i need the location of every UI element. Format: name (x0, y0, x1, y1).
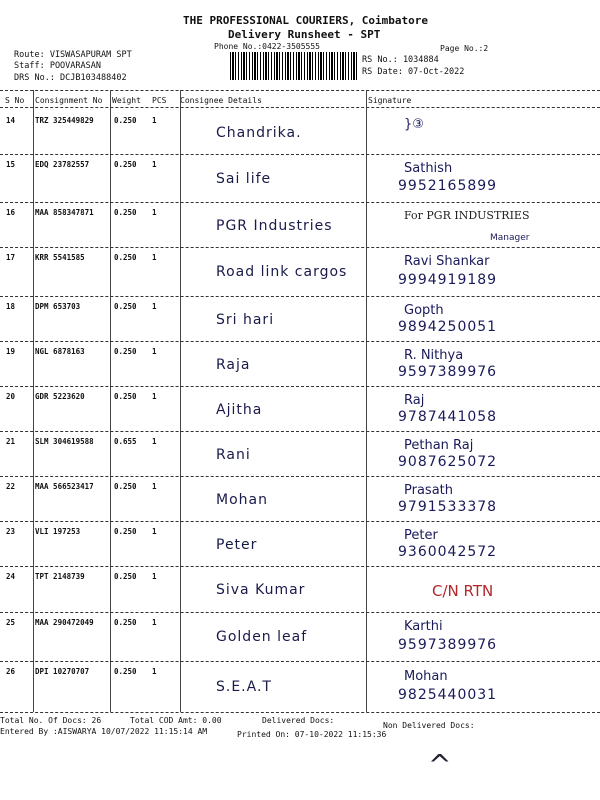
col-sno: S No (5, 96, 25, 105)
row-weight: 0.250 (114, 392, 137, 401)
row-consignment-no: KRR 5541585 (35, 253, 85, 262)
row-consignment-no: TPT 2148739 (35, 572, 85, 581)
header-top-rule (0, 90, 600, 91)
table-row (0, 110, 600, 154)
row-signature-phone: 9825440031 (398, 687, 498, 703)
row-pcs: 1 (152, 618, 157, 627)
row-signature: Ravi Shankar (404, 254, 490, 269)
row-sno: 21 (6, 437, 16, 446)
row-signature: Gopth (404, 303, 444, 318)
row-pcs: 1 (152, 347, 157, 356)
row-pcs: 1 (152, 253, 157, 262)
barcode (230, 52, 358, 80)
row-signature-phone: 9087625072 (398, 454, 498, 470)
row-consignee-handwritten: Golden leaf (216, 629, 308, 645)
table-row (0, 296, 600, 341)
row-consignee-handwritten: Rani (216, 447, 251, 463)
row-signature: Mohan (404, 669, 448, 684)
drs-number: DRS No.: DCJB103488402 (14, 73, 127, 83)
row-consignment-no: NGL 6878163 (35, 347, 85, 356)
row-consignment-no: MAA 566523417 (35, 482, 94, 491)
row-consignment-no: MAA 290472049 (35, 618, 94, 627)
company-title: THE PROFESSIONAL COURIERS, Coimbatore (183, 14, 429, 27)
row-signature-phone: 9597389976 (398, 637, 498, 653)
row-signature: Peter (404, 528, 438, 543)
row-consignee-handwritten: Peter (216, 537, 258, 553)
printed-on: Printed On: 07-10-2022 11:15:36 (237, 730, 387, 739)
row-pcs: 1 (152, 527, 157, 536)
row-signature: }③ (404, 117, 424, 132)
row-signature-phone: 9360042572 (398, 544, 498, 560)
col-pcs: PCS (152, 96, 167, 105)
row-weight: 0.250 (114, 347, 137, 356)
row-weight: 0.250 (114, 572, 137, 581)
row-consignee-handwritten: Sai life (216, 171, 272, 187)
row-pcs: 1 (152, 302, 157, 311)
table-row (0, 566, 600, 612)
row-consignee-handwritten: S.E.A.T (216, 679, 272, 695)
row-consignee-handwritten: Sri hari (216, 312, 275, 328)
row-sno: 25 (6, 618, 16, 627)
route-label: Route: VISWASAPURAM SPT (14, 50, 132, 60)
col-consignment: Consignment No (35, 96, 103, 105)
row-pcs: 1 (152, 572, 157, 581)
row-weight: 0.250 (114, 667, 137, 676)
row-weight: 0.250 (114, 208, 137, 217)
row-signature: Prasath (404, 483, 453, 498)
col-consignee: Consignee Details (180, 96, 262, 105)
row-signature-phone: 9787441058 (398, 409, 498, 425)
row-pcs: 1 (152, 116, 157, 125)
table-row (0, 521, 600, 566)
row-consignment-no: EDQ 23782557 (35, 160, 90, 169)
row-weight: 0.250 (114, 253, 137, 262)
row-consignment-no: SLM 304619588 (35, 437, 94, 446)
row-sno: 20 (6, 392, 16, 401)
row-weight: 0.250 (114, 482, 137, 491)
phone-number: Phone No.:0422-3505555 (214, 42, 320, 51)
row-consignee-handwritten: Raja (216, 357, 251, 373)
table-row (0, 476, 600, 521)
delivered-docs: Delivered Docs: (262, 716, 335, 725)
table-row (0, 612, 600, 661)
row-signature-phone: 9952165899 (398, 178, 498, 194)
row-consignee-handwritten: Siva Kumar (216, 582, 306, 598)
non-delivered-docs: Non Delivered Docs: (383, 721, 475, 730)
row-signature: Raj (404, 393, 425, 408)
row-divider (0, 712, 600, 713)
rs-number: RS No.: 1034884 (362, 55, 439, 65)
row-weight: 0.250 (114, 160, 137, 169)
row-weight: 0.250 (114, 302, 137, 311)
runsheet-title: Delivery Runsheet - SPT (228, 28, 381, 41)
row-signature: Karthi (404, 619, 443, 634)
row-sno: 22 (6, 482, 16, 491)
table-row (0, 341, 600, 386)
row-consignee-handwritten: Road link cargos (216, 264, 348, 280)
row-consignee-handwritten: PGR Industries (216, 218, 333, 234)
entered-by: Entered By :AISWARYA 10/07/2022 11:15:14 AM (0, 727, 208, 736)
row-consignment-no: DPI 10270707 (35, 667, 90, 676)
row-consignment-no: DPM 653703 (35, 302, 81, 311)
row-pcs: 1 (152, 482, 157, 491)
staff-label: Staff: POOVARASAN (14, 61, 101, 71)
total-docs: Total No. Of Docs: 26 (0, 716, 102, 725)
table-row (0, 202, 600, 247)
row-signature-phone: Manager (490, 233, 530, 243)
row-consignment-no: TRZ 325449829 (35, 116, 94, 125)
row-signature-phone: 9894250051 (398, 319, 498, 335)
page-number: Page No.:2 (440, 44, 489, 53)
table-row (0, 431, 600, 476)
table-row (0, 386, 600, 431)
row-signature: Sathish (404, 161, 453, 176)
total-cod: Total COD Amt: 0.00 (130, 716, 222, 725)
row-consignee-handwritten: Mohan (216, 492, 268, 508)
row-signature: R. Nithya (404, 348, 464, 363)
row-consignment-no: VLI 197253 (35, 527, 81, 536)
row-consignee-handwritten: Chandrika. (216, 125, 302, 141)
row-consignee-handwritten: Ajitha (216, 402, 263, 418)
row-sno: 18 (6, 302, 16, 311)
row-sno: 14 (6, 116, 16, 125)
rs-date: RS Date: 07-Oct-2022 (362, 67, 465, 77)
row-signature-phone: 9791533378 (398, 499, 498, 515)
row-signature-phone: 9597389976 (398, 364, 498, 380)
row-sno: 19 (6, 347, 16, 356)
header-bottom-rule (0, 107, 600, 108)
row-sno: 15 (6, 160, 16, 169)
pen-mark: ^ (428, 748, 452, 781)
row-pcs: 1 (152, 667, 157, 676)
row-signature: Pethan Raj (404, 438, 474, 453)
row-pcs: 1 (152, 160, 157, 169)
row-pcs: 1 (152, 208, 157, 217)
row-sno: 16 (6, 208, 16, 217)
row-sno: 17 (6, 253, 16, 262)
col-weight: Weight (112, 96, 141, 105)
table-row (0, 154, 600, 202)
row-signature: For PGR INDUSTRIES (404, 209, 530, 222)
row-weight: 0.655 (114, 437, 137, 446)
col-signature: Signature (368, 96, 412, 105)
row-weight: 0.250 (114, 527, 137, 536)
row-sno: 23 (6, 527, 16, 536)
table-row (0, 661, 600, 712)
row-sno: 26 (6, 667, 16, 676)
table-row (0, 247, 600, 296)
row-signature-phone: 9994919189 (398, 272, 498, 288)
row-pcs: 1 (152, 392, 157, 401)
row-weight: 0.250 (114, 618, 137, 627)
row-pcs: 1 (152, 437, 157, 446)
row-consignment-no: MAA 858347871 (35, 208, 94, 217)
row-consignment-no: GDR 5223620 (35, 392, 85, 401)
row-weight: 0.250 (114, 116, 137, 125)
row-signature: C/N RTN (432, 582, 494, 600)
row-sno: 24 (6, 572, 16, 581)
